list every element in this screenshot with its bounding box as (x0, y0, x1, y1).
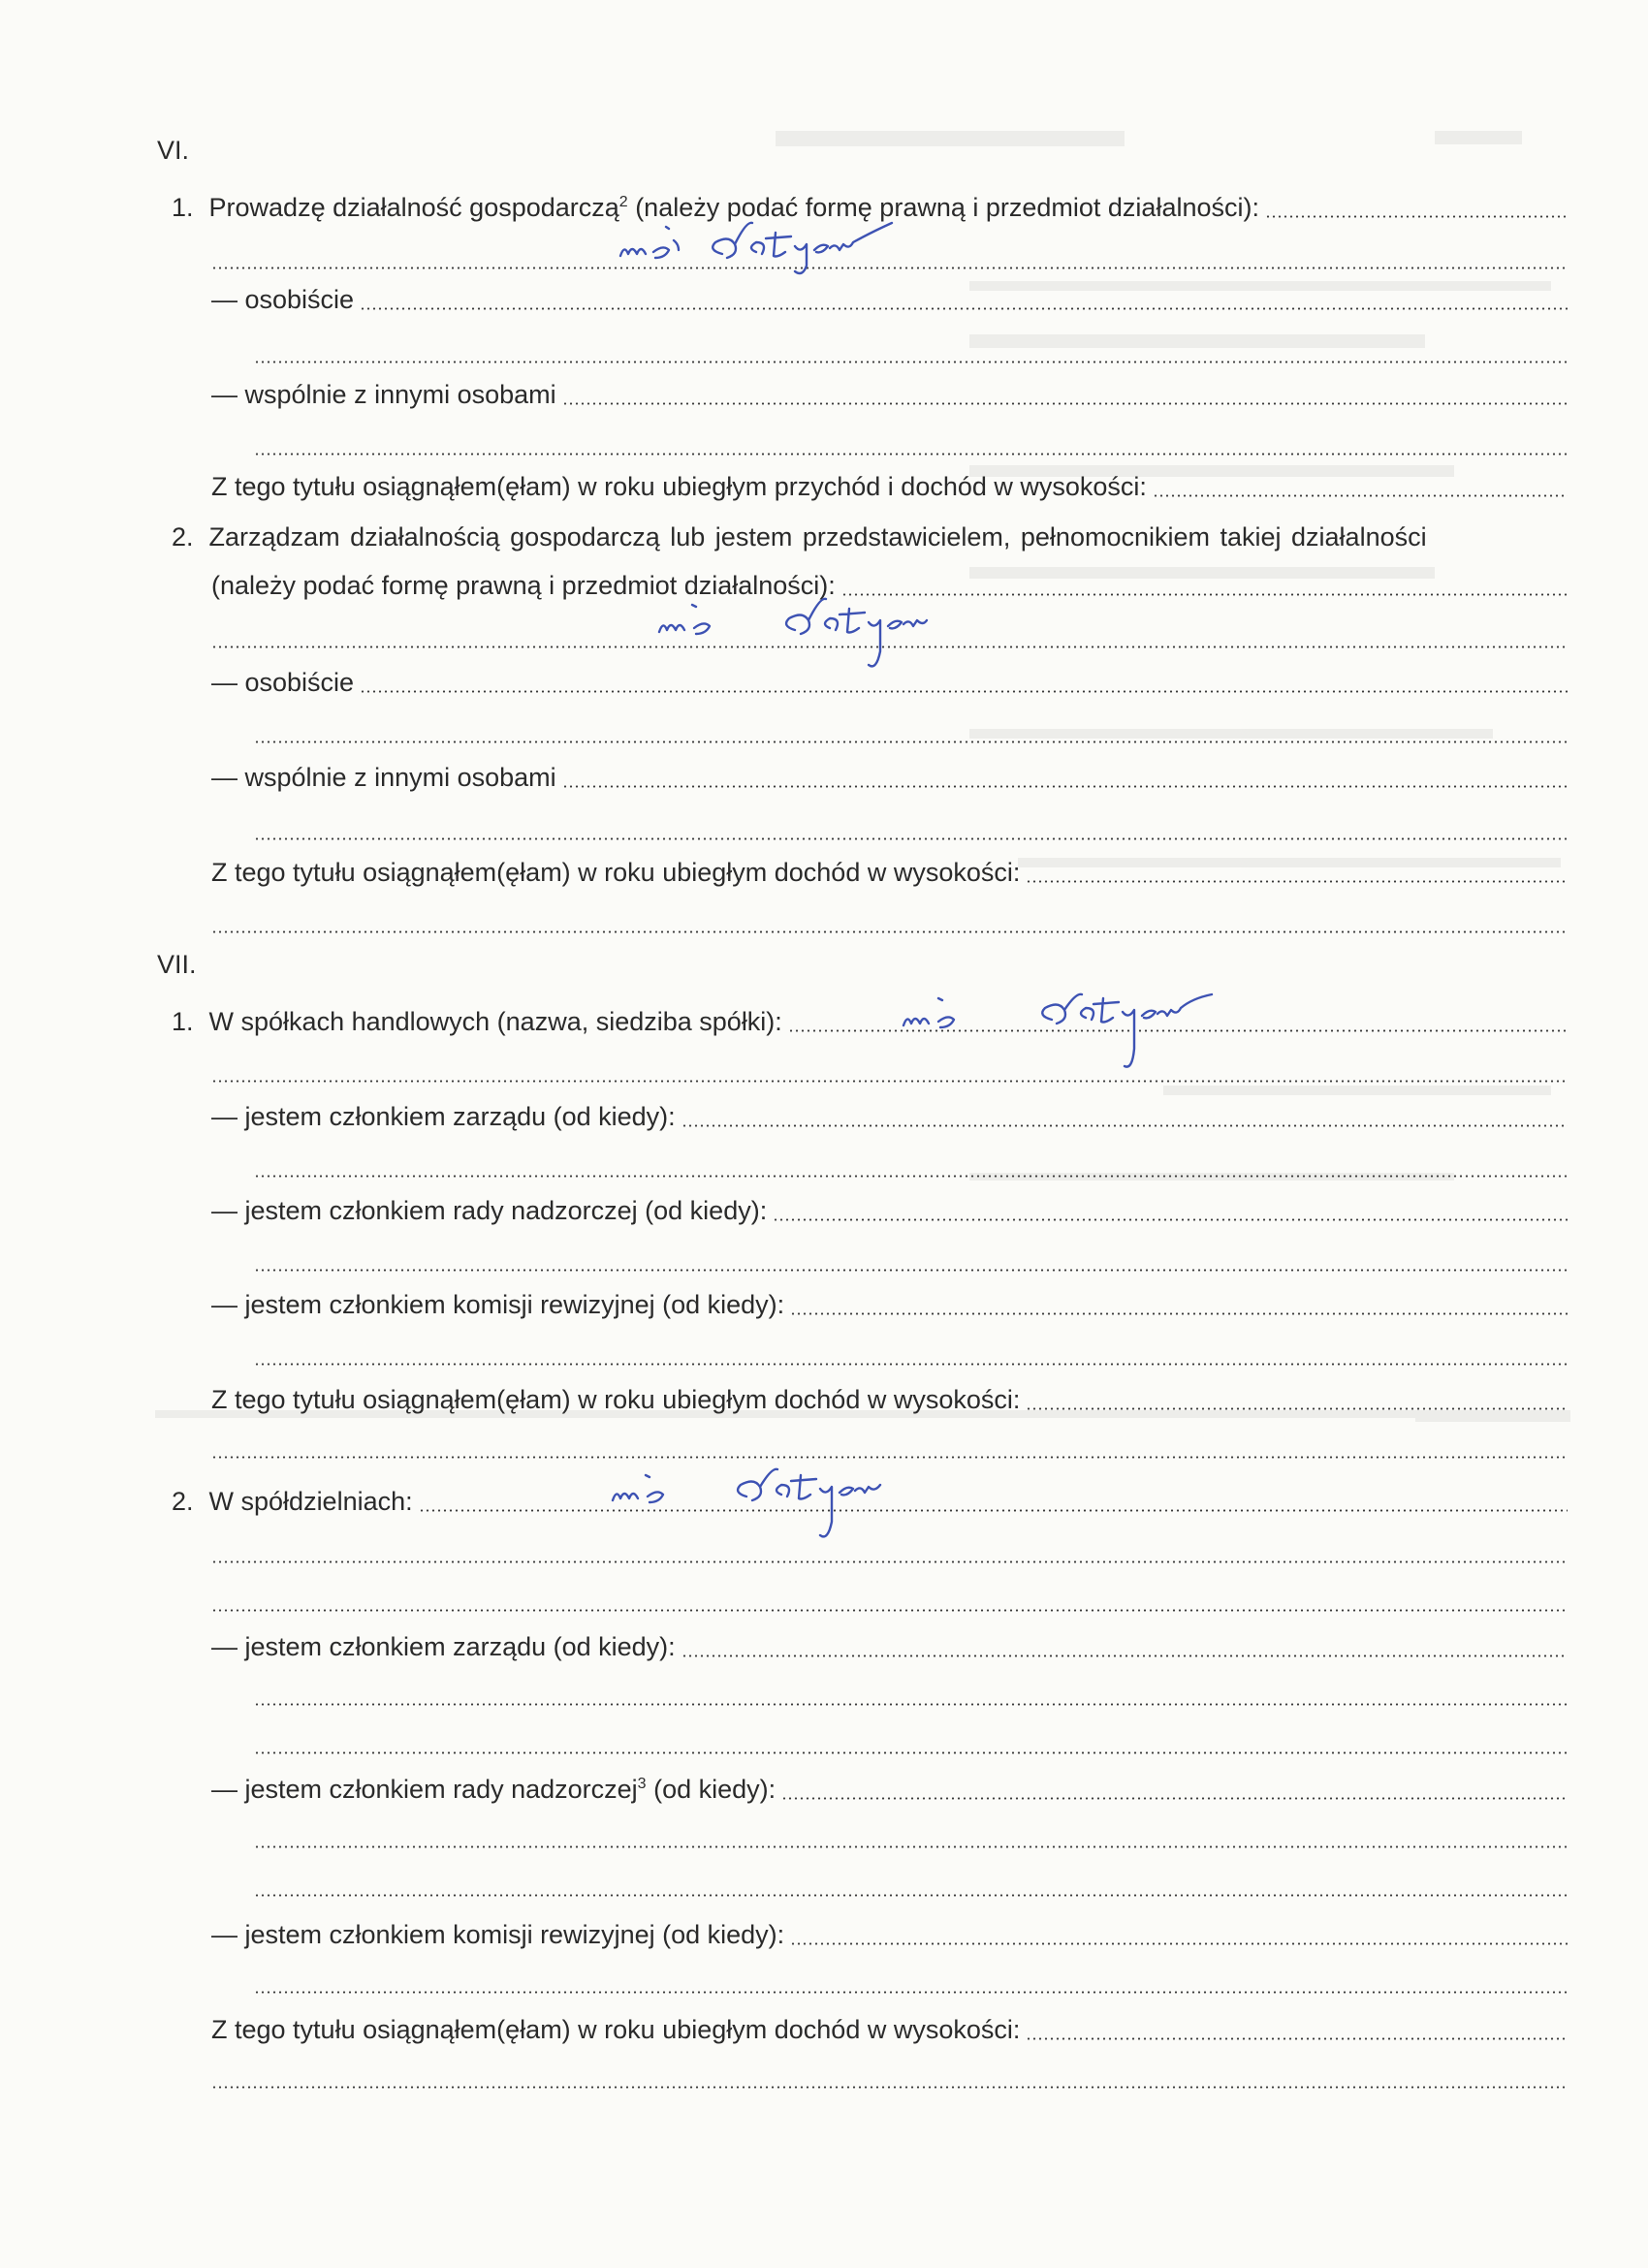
vi-item2-personal-field[interactable] (360, 690, 1568, 693)
vii-item1-label: W spółkach handlowych (nazwa, siedziba spółki): (208, 1007, 782, 1036)
vi-item1-field[interactable] (1265, 215, 1568, 218)
vii-item2-board-line3 (0, 1720, 1648, 1759)
vii-item1-audit-line2 (0, 1332, 1648, 1370)
vii-item2-field-3[interactable] (211, 1609, 1568, 1612)
vii-item1-income-field[interactable] (1026, 1407, 1568, 1410)
vii-item2-supervisory-line3 (0, 1863, 1648, 1902)
vii-item1-board-label: — jestem członkiem zarządu (od kiedy): (211, 1102, 676, 1131)
vi-item2-jointly-label: — wspólnie z innymi osobami (211, 763, 556, 792)
vii-item2-board-label: — jestem członkiem zarządu (od kiedy): (211, 1632, 676, 1661)
footnote-3: 3 (637, 1776, 647, 1792)
vi-item1-personal-field[interactable] (360, 307, 1568, 310)
vi-item1-personal-line2 (0, 330, 1648, 368)
vii-item1-supervisory-line (0, 1187, 1648, 1226)
vii-item1-income-line (0, 1376, 1648, 1415)
vii-item2-audit-field[interactable] (790, 1942, 1568, 1945)
section-vi-heading: VI. (157, 136, 190, 165)
vi-item1-income-field[interactable] (1153, 494, 1568, 497)
vii-item2-line2 (0, 1529, 1648, 1568)
vii-item1-income-label: Z tego tytułu osiągnąłem(ęłam) w roku ubiegłym dochód w wysokości: (211, 1385, 1021, 1414)
vii-item1-number: 1. (172, 1007, 194, 1036)
vii-item1-audit-field[interactable] (790, 1312, 1568, 1315)
vi-item2-personal-field-2[interactable] (254, 740, 1568, 743)
vi-item2-personal-label: — osobiście (211, 668, 355, 697)
vii-item2-supervisory-field[interactable] (781, 1797, 1568, 1800)
vii-item2-label: W spółdzielniach: (208, 1487, 413, 1516)
vi-item1-jointly-field-2[interactable] (254, 453, 1568, 456)
vii-item2-income-label: Z tego tytułu osiągnąłem(ęłam) w roku ubiegłym dochód w wysokości: (211, 2015, 1021, 2044)
vii-item2-supervisory-line2 (0, 1814, 1648, 1853)
vii-item2-board-line (0, 1623, 1648, 1662)
vi-item2-label-line1: Zarządzam działalnością gospodarczą lub jestem przedstawicielem, pełnomocnikiem takiej działalności (208, 522, 1427, 551)
vii-item1-board-field[interactable] (681, 1124, 1568, 1127)
section-vii-heading: VII. (157, 950, 197, 979)
vii-item2-supervisory-line (0, 1766, 1648, 1805)
vi-item2-personal-line (0, 659, 1648, 698)
vii-item2-audit-line2 (0, 1960, 1648, 1999)
vii-item1-line (0, 998, 1648, 1037)
vi-item1-number: 1. (172, 193, 194, 222)
vi-item2-income-label: Z tego tytułu osiągnąłem(ęłam) w roku ubiegłym dochód w wysokości: (211, 858, 1021, 887)
vii-item2-income-line (0, 2006, 1648, 2045)
vii-item2-board-field-2[interactable] (254, 1703, 1568, 1706)
vii-item2-line3 (0, 1578, 1648, 1617)
vi-item1-income-line (0, 463, 1648, 502)
vii-item1-field[interactable] (788, 1029, 1568, 1032)
vi-item2-line1 (0, 514, 1648, 552)
vi-item2-line2 (0, 562, 1648, 601)
vi-item1-label: Prowadzę działalność gospodarczą$^2$ (należy podać formę prawną i przedmiot działalności): (208, 193, 1259, 222)
vi-item2-jointly-field[interactable] (562, 785, 1568, 788)
vi-item2-jointly-line2 (0, 806, 1648, 845)
vii-item2-audit-label: — jestem członkiem komisji rewizyjnej (od kiedy): (211, 1920, 785, 1949)
vii-item1-line2 (0, 1049, 1648, 1087)
vi-item2-number: 2. (172, 522, 194, 551)
vi-item2-answer-field[interactable] (211, 646, 1568, 648)
footnote-2: 2 (618, 194, 628, 210)
vii-item1-audit-line (0, 1281, 1648, 1320)
vi-item2-field[interactable] (841, 593, 1568, 596)
vii-item1-income-line2 (0, 1425, 1648, 1464)
vii-item2-audit-line (0, 1911, 1648, 1950)
vii-item1-supervisory-line2 (0, 1238, 1648, 1276)
vi-item1-answer-field[interactable] (211, 267, 1568, 269)
vii-item1-board-line (0, 1093, 1648, 1132)
vi-item1-answer-line (0, 236, 1648, 274)
vii-item2-number: 2. (172, 1487, 194, 1516)
vii-item2-audit-field-2[interactable] (254, 1991, 1568, 1994)
vii-item1-supervisory-field-2[interactable] (254, 1269, 1568, 1272)
vi-item2-personal-line2 (0, 709, 1648, 748)
vii-item1-board-line2 (0, 1144, 1648, 1182)
vii-item2-income-line2 (0, 2055, 1648, 2094)
vii-item2-field[interactable] (419, 1509, 1568, 1512)
vii-item2-line (0, 1478, 1648, 1517)
vii-item1-income-field-2[interactable] (211, 1456, 1568, 1459)
vii-item2-board-line2 (0, 1672, 1648, 1711)
vii-item2-supervisory-field-3[interactable] (254, 1894, 1568, 1897)
vi-item2-jointly-line (0, 754, 1648, 793)
vi-item1-jointly-line2 (0, 422, 1648, 460)
vii-item2-field-2[interactable] (211, 1560, 1568, 1563)
vii-item1-supervisory-label: — jestem członkiem rady nadzorczej (od kiedy): (211, 1196, 768, 1225)
vii-item1-supervisory-field[interactable] (773, 1218, 1568, 1221)
vi-item2-answer-line (0, 614, 1648, 653)
vii-item2-board-field-3[interactable] (254, 1751, 1568, 1754)
vi-item1-personal-field-2[interactable] (254, 361, 1568, 363)
vii-item2-income-field-2[interactable] (211, 2086, 1568, 2089)
vii-item2-supervisory-label: — jestem członkiem rady nadzorczej$^3$ (od kiedy): (211, 1775, 776, 1804)
vi-item1-income-label: Z tego tytułu osiągnąłem(ęłam) w roku ubiegłym przychód i dochód w wysokości: (211, 472, 1147, 501)
vi-item2-income-field-2[interactable] (211, 930, 1568, 933)
vi-item2-income-line (0, 849, 1648, 888)
vi-item1-personal-line (0, 276, 1648, 315)
vi-item2-income-line2 (0, 899, 1648, 938)
vi-item1-personal-label: — osobiście (211, 285, 355, 314)
vii-item1-audit-label: — jestem członkiem komisji rewizyjnej (od kiedy): (211, 1290, 785, 1319)
vii-item1-board-field-2[interactable] (254, 1175, 1568, 1178)
vi-item1-jointly-line (0, 371, 1648, 410)
vii-item2-supervisory-field-2[interactable] (254, 1845, 1568, 1848)
vi-item1-jointly-label: — wspólnie z innymi osobami (211, 380, 556, 409)
vii-item2-board-field[interactable] (681, 1654, 1568, 1657)
vi-item2-label-line2: (należy podać formę prawną i przedmiot działalności): (211, 571, 836, 600)
vi-item1-jointly-field[interactable] (562, 402, 1568, 405)
vi-item2-jointly-field-2[interactable] (254, 837, 1568, 840)
vi-item2-income-field[interactable] (1026, 880, 1568, 883)
vii-item1-field-2[interactable] (211, 1080, 1568, 1083)
vii-item2-income-field[interactable] (1026, 2037, 1568, 2040)
vi-item1-line (0, 184, 1648, 223)
vii-item1-audit-field-2[interactable] (254, 1363, 1568, 1366)
